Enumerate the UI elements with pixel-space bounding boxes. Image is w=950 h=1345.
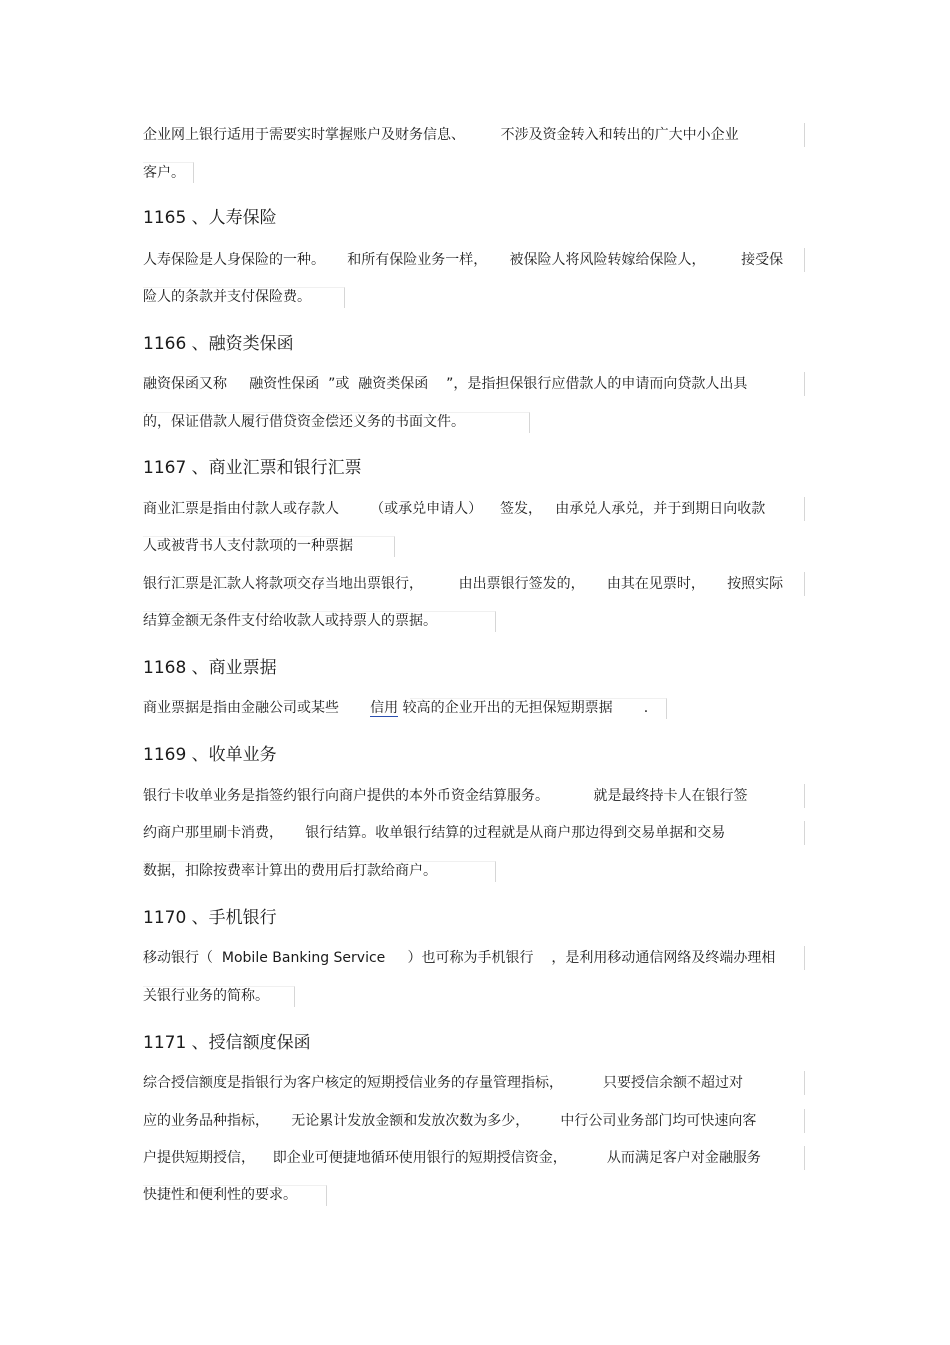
heading-1166: 1166 、融资类保函: [143, 334, 294, 354]
line-box: [143, 861, 496, 882]
intro-line-2: 客户。: [143, 165, 185, 181]
heading-1165: 1165 、人寿保险: [143, 208, 277, 228]
line-box: [143, 287, 345, 308]
para-1168-text-post: 较高的企业开出的无担保短期票据 .: [398, 700, 649, 716]
para-1170-line-1: 移动银行（ Mobile Banking Service ）也可称为手机银行 ，是利用移动通信网络及终端办理相: [143, 949, 805, 967]
para-1171-line-4: 快捷性和便利性的要求。: [143, 1187, 297, 1203]
para-1166-line-1: 融资保函又称 融资性保函 ”或 融资类保函 ”，是指担保银行应借款人的申请而向贷款人出具: [143, 375, 805, 393]
para-1170-line-2: 关银行业务的简称。: [143, 988, 269, 1004]
heading-1170: 1170 、手机银行: [143, 908, 277, 928]
line-box: [143, 986, 295, 1007]
para-1167-line-4: 结算金额无条件支付给收款人或持票人的票据。: [143, 613, 437, 629]
para-1169-line-2: 约商户那里刷卡消费， 银行结算。收单银行结算的过程就是从商户那边得到交易单据和交易: [143, 824, 805, 842]
heading-1167: 1167 、商业汇票和银行汇票: [143, 458, 362, 478]
para-1169-line-1: 银行卡收单业务是指签约银行向商户提供的本外币资金结算服务。 就是最终持卡人在银行签: [143, 787, 805, 805]
para-1171-line-1: 综合授信额度是指银行为客户核定的短期授信业务的存量管理指标， 只要授信余额不超过对: [143, 1074, 805, 1092]
line-box: [410, 698, 667, 719]
para-1168-text-pre: 商业票据是指由金融公司或某些: [143, 700, 371, 716]
line-box: [143, 162, 194, 183]
line-box: [143, 1185, 327, 1206]
heading-1169: 1169 、收单业务: [143, 745, 277, 765]
line-box: [143, 536, 395, 557]
para-1167-line-3: 银行汇票是汇款人将款项交存当地出票银行， 由出票银行签发的， 由其在见票时， 按照实际: [143, 575, 805, 593]
para-1171-line-3: 户提供短期授信， 即企业可便捷地循环使用银行的短期授信资金， 从而满足客户对金融服务: [143, 1149, 805, 1167]
para-1169-line-3: 数据，扣除按费率计算出的费用后打款给商户。: [143, 863, 437, 879]
credit-link[interactable]: 信用: [370, 700, 399, 716]
para-1167-line-1: 商业汇票是指由付款人或存款人 （或承兑申请人） 签发， 由承兑人承兑，并于到期日向收款: [143, 500, 805, 518]
line-box: [143, 412, 530, 433]
para-1171-line-2: 应的业务品种指标， 无论累计发放金额和发放次数为多少， 中行公司业务部门均可快速向客: [143, 1112, 805, 1130]
heading-1168: 1168 、商业票据: [143, 658, 277, 678]
para-1166-line-2: 的，保证借款人履行借贷资金偿还义务的书面文件。: [143, 414, 465, 430]
intro-line-1: 企业网上银行适用于需要实时掌握账户及财务信息、 不涉及资金转入和转出的广大中小企业: [143, 126, 805, 144]
para-1165-line-1: 人寿保险是人身保险的一种。 和所有保险业务一样， 被保险人将风险转嫁给保险人， 接受保: [143, 251, 805, 269]
para-1165-line-2: 险人的条款并支付保险费。: [143, 289, 311, 305]
line-box: [143, 611, 496, 632]
para-1167-line-2: 人或被背书人支付款项的一种票据: [143, 538, 353, 554]
heading-1171: 1171 、授信额度保函: [143, 1033, 311, 1053]
